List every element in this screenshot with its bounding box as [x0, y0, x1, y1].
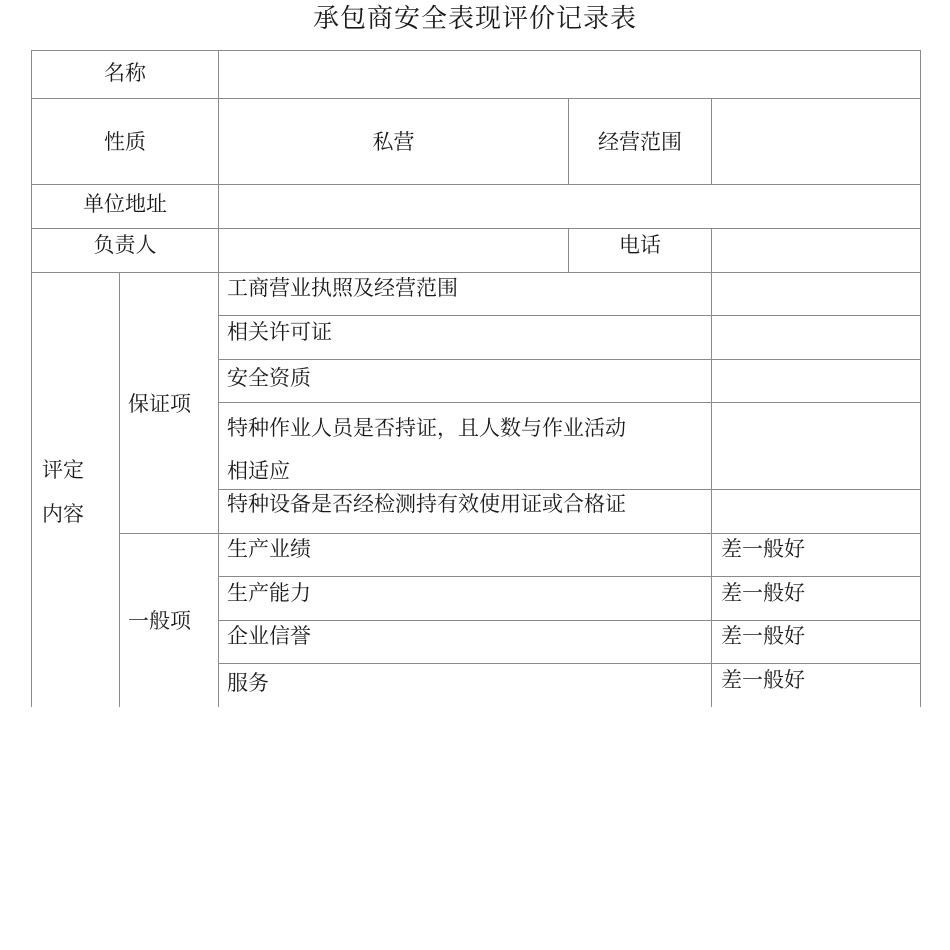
- general-item: 服务: [227, 671, 269, 695]
- guarantee-item: 特种设备是否经检测持有效使用证或合格证: [227, 492, 626, 516]
- person-value: [219, 229, 568, 272]
- guarantee-result: [712, 490, 920, 533]
- general-rating: 差一般好: [721, 668, 805, 692]
- person-label: 负责人: [93, 232, 157, 257]
- guarantee-result: [712, 360, 920, 402]
- guarantee-item: 工商营业执照及经营范围: [227, 276, 458, 300]
- general-item: 生产能力: [227, 581, 311, 605]
- table-border: [920, 50, 921, 707]
- general-label: 一般项: [128, 609, 191, 633]
- table-border: [119, 272, 120, 707]
- guarantee-item: 相关许可证: [227, 320, 332, 344]
- nature-value: 私营: [372, 129, 415, 154]
- phone-value: [712, 229, 920, 272]
- guarantee-label: 保证项: [128, 392, 191, 416]
- table-border: [119, 533, 921, 534]
- evaluation-label-line1: 评定: [42, 458, 84, 482]
- table-border: [218, 576, 921, 577]
- guarantee-item-line1: 特种作业人员是否持证，且人数与作业活动: [227, 416, 626, 440]
- scope-value: [712, 99, 920, 184]
- document-title: 承包商安全表现评价记录表: [312, 4, 637, 34]
- nature-label: 性质: [104, 129, 146, 154]
- general-rating: 差一般好: [721, 624, 805, 648]
- evaluation-label-line2: 内容: [42, 502, 84, 526]
- guarantee-result: [712, 316, 920, 359]
- general-item: 企业信誉: [227, 624, 311, 648]
- general-rating: 差一般好: [721, 581, 805, 605]
- guarantee-result: [712, 273, 920, 315]
- address-label: 单位地址: [83, 191, 167, 216]
- phone-label: 电话: [619, 232, 661, 257]
- general-item: 生产业绩: [227, 537, 311, 561]
- table-border: [218, 663, 921, 664]
- guarantee-item-line2: 相适应: [227, 459, 290, 483]
- guarantee-item: 安全资质: [227, 366, 311, 390]
- guarantee-result: [712, 403, 920, 489]
- address-value: [219, 185, 920, 228]
- name-label: 名称: [104, 60, 146, 85]
- table-border: [218, 620, 921, 621]
- name-value: [219, 51, 920, 98]
- scope-label: 经营范围: [598, 129, 682, 154]
- general-rating: 差一般好: [721, 537, 805, 561]
